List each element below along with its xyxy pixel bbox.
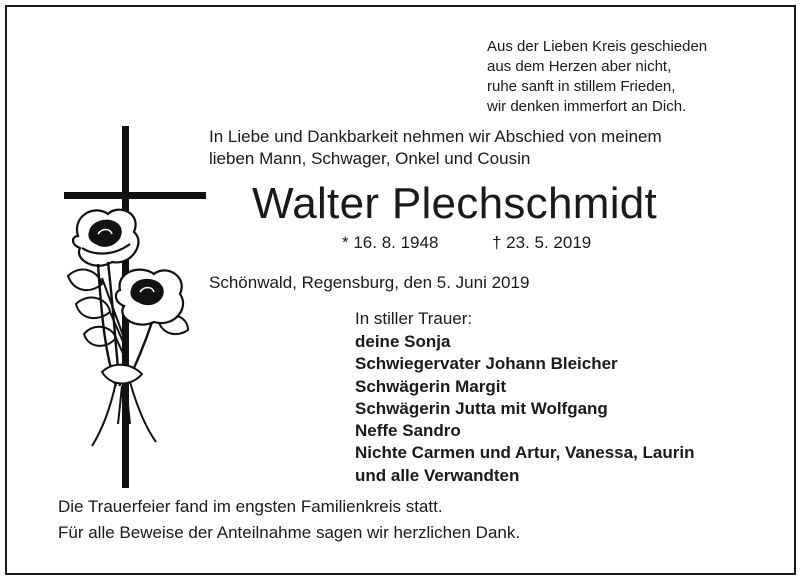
cross-with-roses-icon	[58, 124, 208, 494]
funeral-note: Die Trauerfeier fand im engsten Familienkreis statt.	[58, 497, 443, 516]
poem-line: ruhe sanft in stillem Frieden,	[487, 78, 676, 95]
place-and-date: Schönwald, Regensburg, den 5. Juni 2019	[209, 273, 530, 292]
thanks-note: Für alle Beweise der Anteilnahme sagen wir herzlichen Dank.	[58, 523, 521, 542]
closing-notes	[58, 494, 520, 546]
farewell-intro	[209, 126, 662, 170]
death-date: † 23. 5. 2019	[492, 233, 592, 252]
mourning-label: In stiller Trauer:	[355, 309, 473, 328]
intro-line: In Liebe und Dankbarkeit nehmen wir Abschied von meinem	[209, 127, 662, 146]
poem-line: aus dem Herzen aber nicht,	[487, 58, 672, 75]
mourner-entry: Nichte Carmen und Artur, Vanessa, Laurin	[355, 443, 695, 463]
mourner-entry: und alle Verwandten	[355, 465, 520, 485]
intro-line: lieben Mann, Schwager, Onkel und Cousin	[209, 149, 531, 168]
poem-line: wir denken immerfort an Dich.	[487, 98, 687, 115]
poem-line: Aus der Lieben Kreis geschieden	[487, 38, 708, 55]
mourner-entry: Schwägerin Jutta mit Wolfgang	[355, 398, 608, 418]
mourner-entry: Schwägerin Margit	[355, 376, 507, 396]
mourner-entry: deine Sonja	[355, 332, 451, 351]
mourner-entry: Neffe Sandro	[355, 421, 461, 441]
mourner-entry: Schwiegervater Johann Bleicher	[355, 354, 618, 374]
deceased-name: Walter Plechschmidt	[252, 179, 658, 228]
birth-date: * 16. 8. 1948	[342, 233, 439, 252]
memorial-poem	[487, 37, 707, 117]
mourners-block	[355, 308, 694, 487]
